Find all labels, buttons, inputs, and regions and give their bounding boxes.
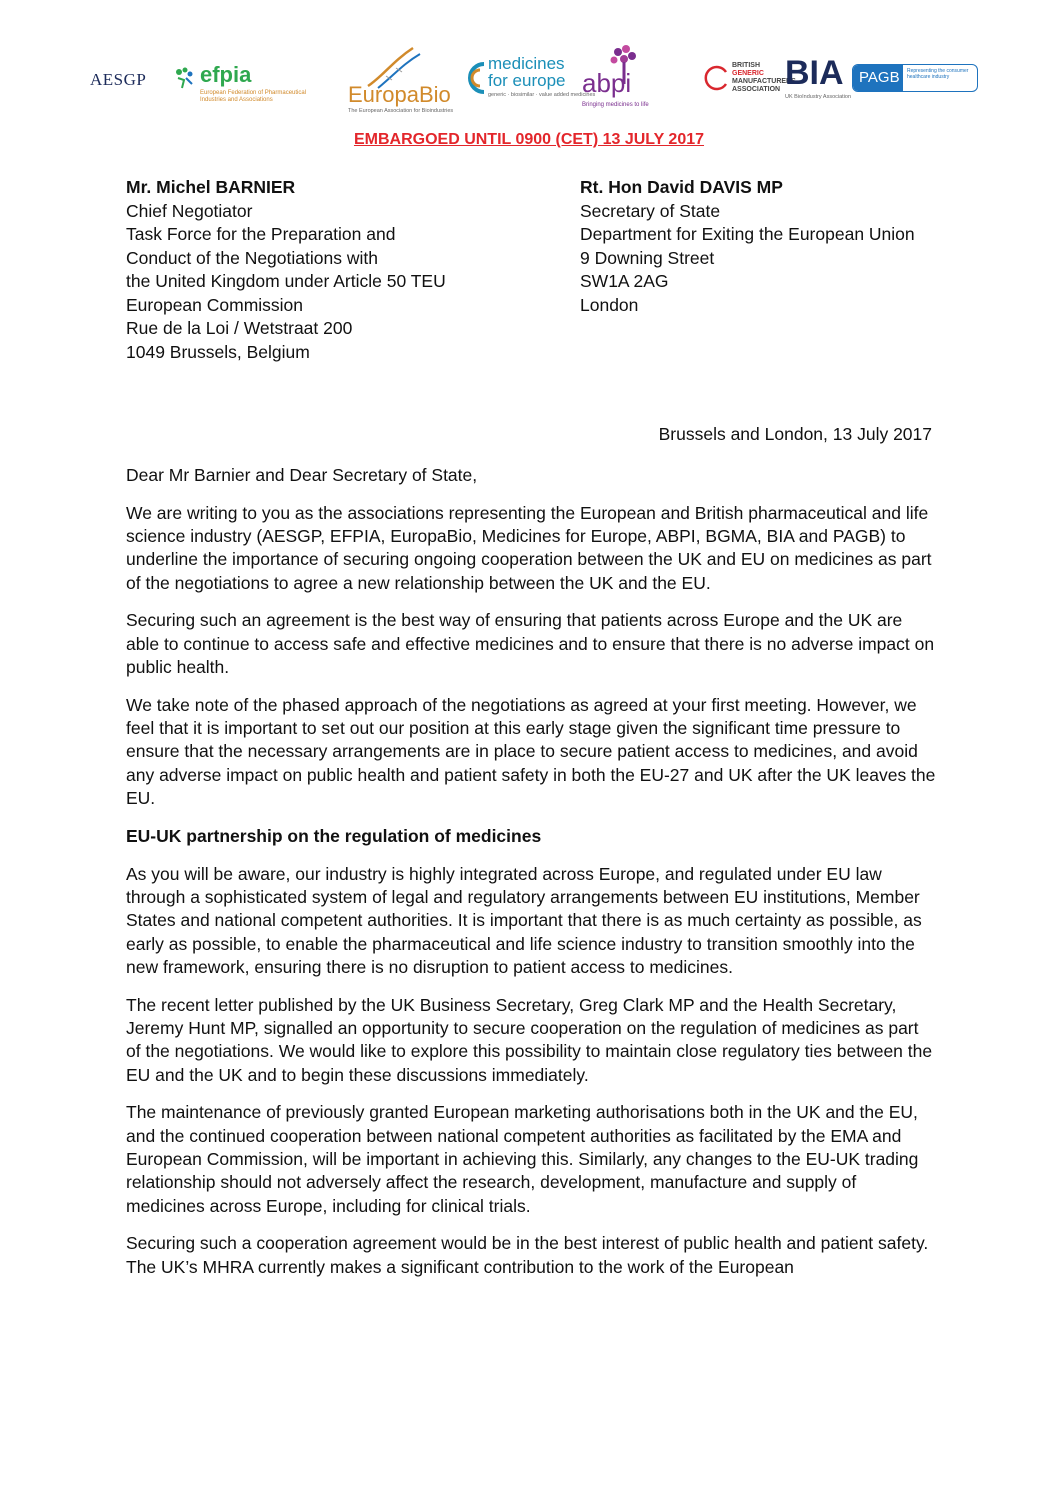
address-line: Department for Exiting the European Union bbox=[580, 224, 915, 244]
body-paragraph: The recent letter published by the UK Business Secretary, Greg Clark MP and the Health Secretary, Jeremy Hunt MP, signalled an opportunity to secure cooperation on the regulation of medicines as part of the negotiations. We would like to explore this possibility to maintain close regulatory ties between the EU and the UK and to begin these discussions immediately. bbox=[126, 994, 933, 1085]
address-line: Task Force for the Preparation and bbox=[126, 224, 396, 244]
abpi-logo-text: abpi bbox=[582, 68, 632, 98]
address-line: European Commission bbox=[126, 294, 304, 315]
bgma-line2: GENERIC bbox=[732, 70, 764, 77]
body-paragraph: We are writing to you as the associations representing the European and British pharmaceutical and life science industry (AESGP, EFPIA, EuropaBio, Medicines for Europe, ABPI, BGMA, BIA and PAGB) to underline the importance of securing ongoing cooperation between the UK and EU on medicines as part of the negotiations to agree a new relationship between the UK and the EU. bbox=[126, 502, 932, 593]
address-line: Chief Negotiator bbox=[126, 200, 253, 221]
address-line: the United Kingdom under Article 50 TEU bbox=[126, 271, 446, 291]
body-paragraph: Securing such a cooperation agreement would be in the best interest of public health and patient safety. The UK’s MHRA currently makes a significant contribution to the work of the European bbox=[126, 1233, 929, 1277]
aesgp-logo-text: AESGP bbox=[90, 70, 147, 89]
bia-logo-text: BIA bbox=[785, 54, 844, 92]
salutation: Dear Mr Barnier and Dear Secretary of State, bbox=[126, 465, 478, 485]
medicines-tagline: generic · biosimilar · value added medicines bbox=[488, 92, 596, 98]
europabio-logo-text: EuropaBio bbox=[348, 82, 451, 107]
recipient-name-right: Rt. Hon David DAVIS MP bbox=[580, 177, 783, 197]
address-line: 9 Downing Street bbox=[580, 247, 715, 268]
dateline: Brussels and London, 13 July 2017 bbox=[658, 424, 932, 444]
europabio-tagline: The European Association for Bioindustries bbox=[348, 108, 454, 114]
medicines-swirl-icon bbox=[458, 58, 490, 98]
pagb-logo bbox=[852, 64, 978, 92]
address-line: London bbox=[580, 294, 639, 315]
address-line: Conduct of the Negotiations with bbox=[126, 247, 378, 268]
embargo-notice: EMBARGOED UNTIL 0900 (CET) 13 JULY 2017 bbox=[353, 131, 705, 148]
address-line: Secretary of State bbox=[580, 200, 721, 221]
recipient-address-left bbox=[126, 176, 446, 364]
pagb-tagline: Representing the consumer healthcare industry bbox=[907, 68, 969, 80]
bgma-line4: ASSOCIATION bbox=[732, 86, 781, 93]
bgma-line3: MANUFACTURERS bbox=[732, 78, 796, 85]
bgma-ring-icon bbox=[702, 64, 730, 92]
efpia-logo-text: efpia bbox=[200, 62, 252, 87]
body-paragraph: The maintenance of previously granted European marketing authorisations both in the UK and the EU, and the continued cooperation between national competent authorities as facilitated by the EMA and European Commission, will be important in achieving this. Similarly, any changes to the EU-UK trading relationship should not adversely affect the research, development, manufacture and supply of medicines across Europe, including for clinical trials. bbox=[126, 1102, 919, 1216]
recipient-address-right bbox=[580, 176, 915, 317]
logo-strip bbox=[90, 40, 980, 120]
bgma-line1: BRITISH bbox=[732, 62, 760, 69]
recipient-name-left: Mr. Michel BARNIER bbox=[126, 177, 296, 197]
medicines-logo-line2: for europe bbox=[488, 71, 566, 90]
body-paragraph: We take note of the phased approach of the negotiations as agreed at your first meeting. However, we feel that it is important to set out our position at this early stage given the significant time pressure to ensure that the necessary arrangements are in place to secure patient access to medicines, and avoid any adverse impact on public health and patient safety in both the EU-27 and UK after the UK leaves the EU. bbox=[126, 694, 936, 809]
efpia-figure-icon bbox=[170, 64, 200, 94]
address-line: SW1A 2AG bbox=[580, 271, 669, 291]
efpia-tagline: European Federation of Pharmaceutical Industries and Associations bbox=[200, 90, 307, 103]
body-paragraph: As you will be aware, our industry is highly integrated across Europe, and regulated under EU law through a sophisticated system of legal and regulatory arrangements between EU institutions, Member States and national competent authorities. It is important that there is as much certainty as possible, as early as possible, to enable the pharmaceutical and life science industry to transition smoothly into the new framework, ensuring there is no disruption to patient access to medicines. bbox=[126, 863, 922, 977]
bia-tagline: UK BioIndustry Association bbox=[785, 94, 852, 100]
medicines-logo-line1: medicines bbox=[488, 54, 565, 73]
address-line: 1049 Brussels, Belgium bbox=[126, 341, 310, 362]
body-paragraph: Securing such an agreement is the best way of ensuring that patients across Europe and the UK are able to continue to access safe and effective medicines and to ensure that there is no adverse impact on public health. bbox=[126, 610, 935, 678]
letter-body bbox=[126, 464, 936, 1293]
abpi-tagline: Bringing medicines to life bbox=[582, 102, 649, 108]
pagb-logo-text: PAGB bbox=[859, 69, 900, 86]
section-heading: EU-UK partnership on the regulation of medicines bbox=[126, 825, 542, 846]
address-line: Rue de la Loi / Wetstraat 200 bbox=[126, 318, 353, 338]
